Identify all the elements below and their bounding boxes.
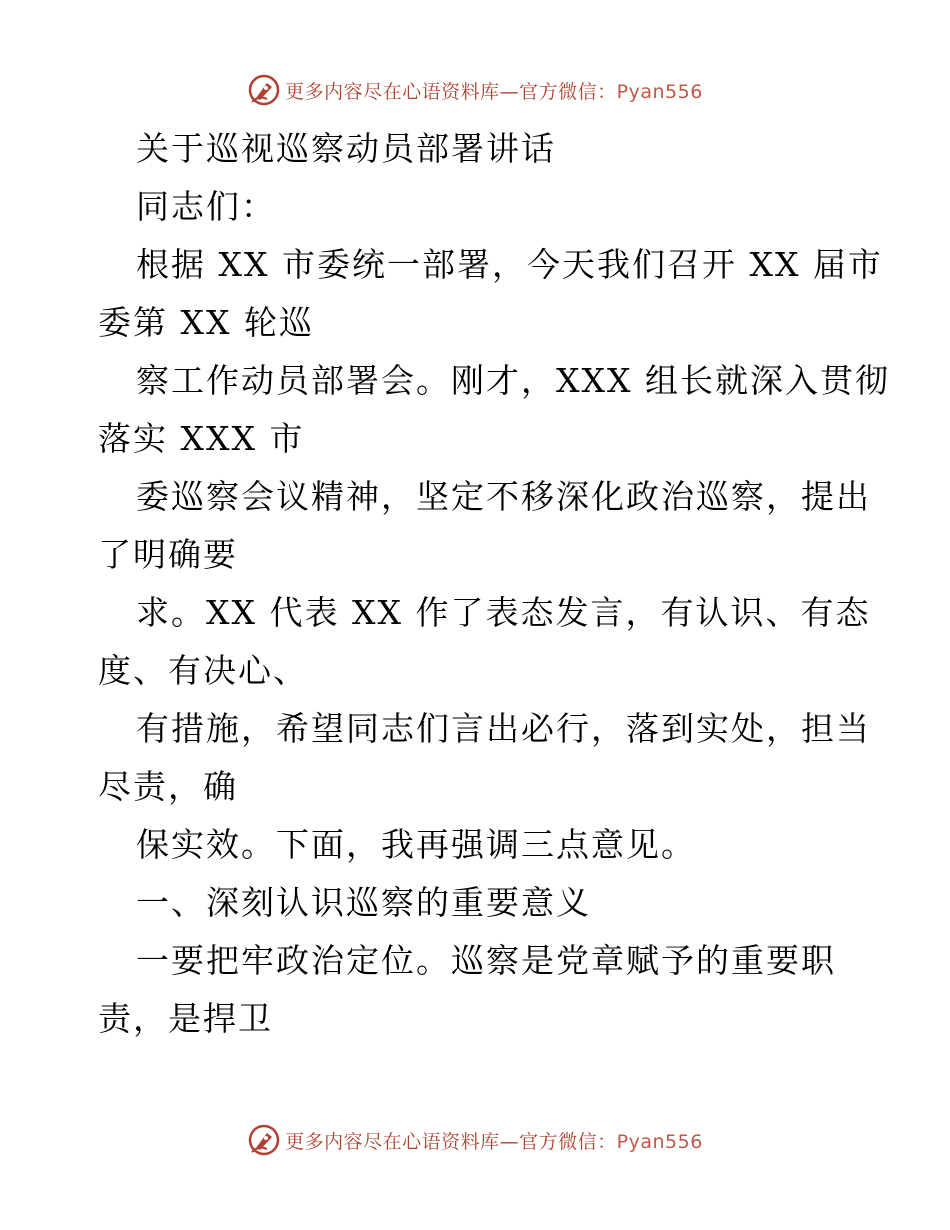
document-line: 了明确要 [98,535,238,574]
document-line: 尽责，确 [98,767,238,806]
pen-nib-circle-icon [247,1123,281,1157]
document-line: 根据 XX 市委统一部署，今天我们召开 XX 届市 [136,245,883,284]
document-line: 关于巡视巡察动员部署讲话 [136,129,556,168]
document-line: 同志们： [136,187,276,226]
footer-watermark [0,1120,950,1160]
document-line: 有措施，希望同志们言出必行，落到实处，担当 [136,709,871,748]
document-line: 落实 XXX 市 [98,419,305,458]
document-line: 委巡察会议精神，坚定不移深化政治巡察，提出 [136,477,871,516]
document-line: 保实效。下面，我再强调三点意见。 [136,825,696,864]
watermark-contact: Pyan556 [616,80,703,103]
document-line: 责，是捍卫 [98,999,273,1038]
watermark-label: 更多内容尽在心语资料库—官方微信： [285,1130,617,1153]
document-line: 一、深刻认识巡察的重要意义 [136,883,591,922]
watermark-contact: Pyan556 [616,1130,703,1153]
watermark-label: 更多内容尽在心语资料库—官方微信： [285,80,617,103]
document-body [98,120,890,1048]
document-line: 一要把牢政治定位。巡察是党章赋予的重要职 [136,941,836,980]
document-line: 察工作动员部署会。刚才，XXX 组长就深入贯彻 [136,361,890,400]
pen-nib-circle-icon [247,73,281,107]
document-line: 委第 XX 轮巡 [98,303,314,342]
header-watermark [0,70,950,110]
watermark-text [285,77,703,104]
document-line: 度、有决心、 [98,651,308,690]
document-line: 求。XX 代表 XX 作了表态发言，有认识、有态 [136,593,871,632]
watermark-text [285,1127,703,1154]
